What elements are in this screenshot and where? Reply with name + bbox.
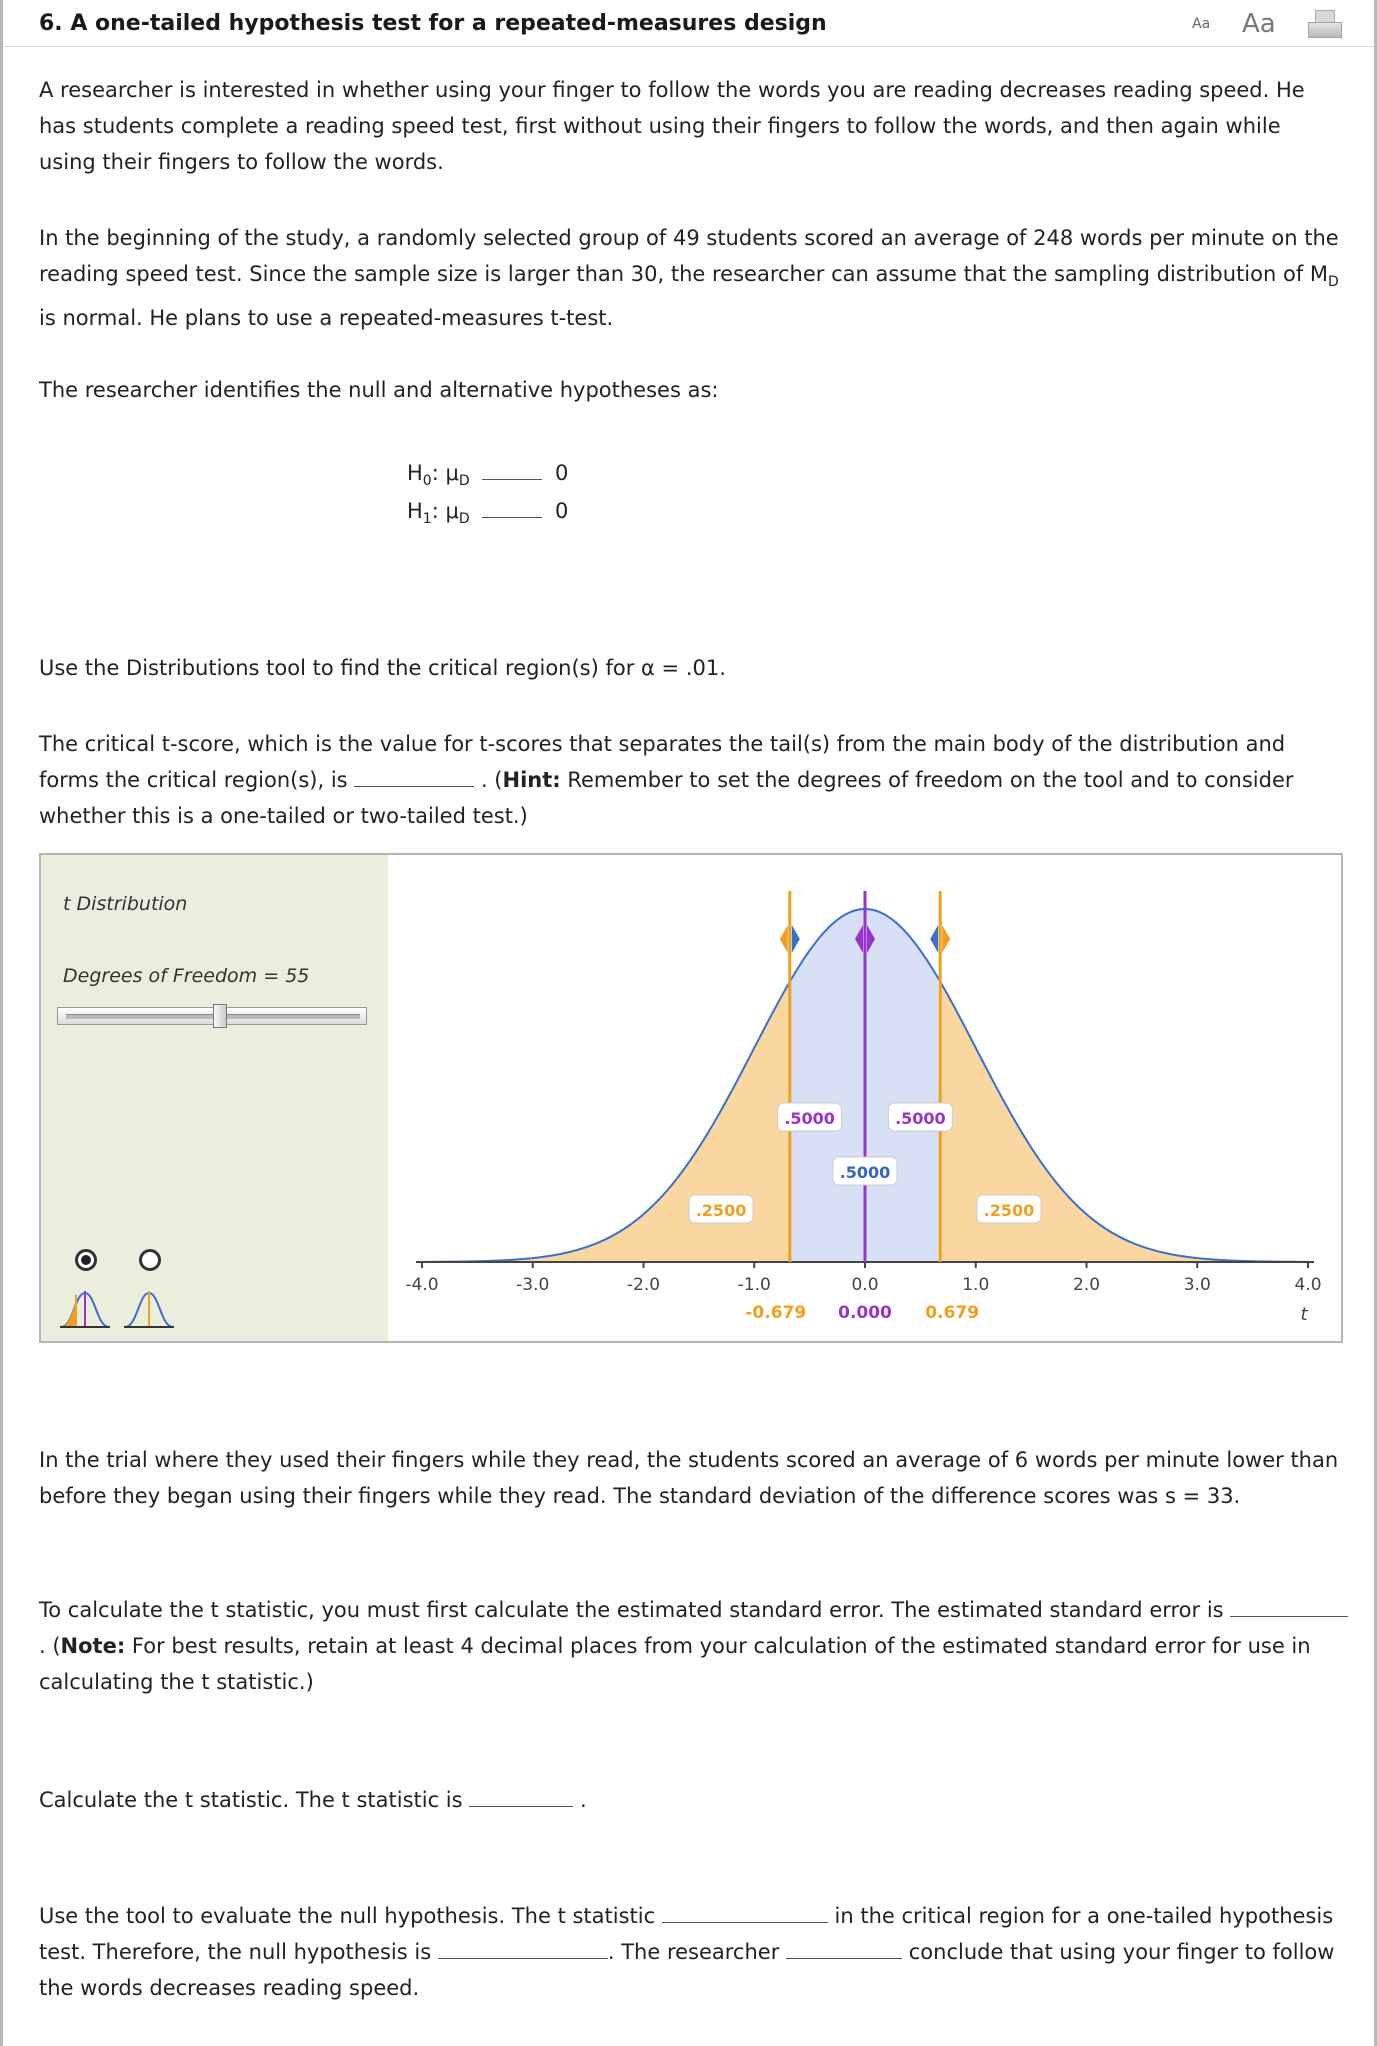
df-value: 55 (285, 965, 310, 987)
x-axis-label: t (1300, 1304, 1308, 1325)
x-tick-label: -4.0 (405, 1275, 439, 1295)
degrees-of-freedom-slider[interactable] (57, 1007, 367, 1025)
font-size-small-button[interactable]: Aa (1192, 16, 1211, 32)
marker-handle-right[interactable] (942, 925, 950, 953)
tool-control-panel (41, 855, 388, 1341)
standard-error-paragraph: To calculate the t statistic, you must first calculate the estimated standard error. The estimated standard error is . (Note: For best results, retain at least 4 decimal places from your calculation of the estimated standard error for use in calculating the t statistic.) (39, 1592, 1349, 1700)
font-size-large-button[interactable]: Aa (1242, 9, 1276, 39)
t-statistic-input[interactable] (469, 1782, 573, 1807)
h1-mu-subscript: D (458, 511, 470, 528)
conclusion-dropdown[interactable] (786, 1934, 902, 1959)
h1-label: H (407, 499, 423, 523)
h0-mu-subscript: D (458, 473, 470, 490)
eval-text-4: conclude that using your finger to follow the words decreases reading speed. (39, 1940, 1335, 2000)
eval-text-2: in the critical region for a one-tailed hypothesis test. Therefore, the null hypothesis is (39, 1904, 1334, 1964)
intro-paragraph: A researcher is interested in whether using your finger to follow the words you are reading decreases reading speed. He has students complete a reading speed test, first without using their fingers to follow the words, and then again while using their fingers to follow the words. (39, 78, 1305, 174)
distributions-tool (39, 853, 1343, 1343)
standard-error-input[interactable] (1230, 1592, 1348, 1617)
critical-t-input[interactable] (354, 762, 474, 787)
critical-paragraph: The critical t-score, which is the value for t-scores that separates the tail(s) from the main body of the distribution and forms the critical region(s), is . (Hint: Remember to set the degrees of freedom on the tool and to consider whether this is a one-tailed or two-tailed test.) (39, 732, 1294, 828)
x-tick-label: -2.0 (626, 1275, 661, 1295)
area-label-value: .5000 (839, 1163, 891, 1182)
h1-mu: μ (445, 499, 459, 523)
eval-text-1: Use the tool to evaluate the null hypothesis. The t statistic (39, 1904, 656, 1928)
print-icon[interactable] (1306, 8, 1342, 40)
null-hypothesis: $H_0$: $\mu_D$ 0 (407, 461, 569, 490)
two-tailed-icon[interactable] (123, 1289, 175, 1331)
area-label-value: .2500 (695, 1201, 747, 1220)
marker-handle-right[interactable] (792, 925, 800, 953)
area-label-value: .5000 (895, 1109, 946, 1128)
critical-text: The critical t-score, which is the value for t-scores that separates the tail(s) from the main body of the distribution and forms the critical region(s), is (39, 732, 1286, 792)
eval-text-3: . The researcher (607, 1940, 780, 1964)
area-label-value: .2500 (983, 1201, 1035, 1220)
t-stat-text: Calculate the t statistic. The t statistic is (39, 1788, 463, 1812)
area-label-value: .5000 (784, 1109, 835, 1128)
frame-left (0, 0, 3, 2046)
hint-label: Hint: (502, 768, 561, 792)
trial-paragraph: In the trial where they used their fingers while they read, the students scored an average of 6 words per minute lower than before they began using their fingers while they read. The standard deviation of the difference scores was s = 33. (39, 1448, 1339, 1508)
critical-region-dropdown[interactable] (662, 1898, 828, 1923)
x-tick-label: 2.0 (1072, 1275, 1101, 1295)
two-tailed-radio[interactable] (139, 1249, 161, 1271)
h0-operator-dropdown[interactable] (482, 459, 542, 480)
one-tailed-icon[interactable] (59, 1289, 111, 1331)
marker-value-label: -0.679 (745, 1303, 807, 1323)
hint-text: Remember to set the degrees of freedom on the tool and to consider whether this is a one-tailed or two-tailed test.) (39, 768, 1294, 828)
marker-handle-left[interactable] (930, 925, 938, 953)
se-text: To calculate the t statistic, you must first calculate the estimated standard error. The estimated standard error is (39, 1598, 1224, 1622)
header-divider (3, 46, 1374, 47)
h1-operator-dropdown[interactable] (482, 497, 542, 518)
h0-subscript: 0 (422, 473, 432, 490)
h1-value: 0 (555, 499, 569, 523)
sample-subscript: D (1328, 274, 1339, 291)
note-text: For best results, retain at least 4 decimal places from your calculation of the estimated standard error for use in calculating the t statistic.) (39, 1634, 1311, 1694)
null-decision-dropdown[interactable] (438, 1934, 608, 1959)
print-body-shape (1308, 22, 1342, 38)
hypotheses-intro: The researcher identifies the null and alternative hypotheses as: (39, 378, 719, 402)
marker-value-label: 0.000 (838, 1303, 892, 1323)
h0-mu: μ (445, 461, 459, 485)
h1-subscript: 1 (422, 511, 432, 528)
sample-paragraph (39, 220, 1339, 336)
t-distribution-chart[interactable] (388, 855, 1341, 1341)
t-statistic-paragraph: Calculate the t statistic. The t statistic is . (39, 1782, 1339, 1818)
alternative-hypothesis: $H_1$: $\mu_D$ 0 (407, 499, 569, 528)
x-tick-label: 1.0 (962, 1275, 990, 1295)
marker-handle-left[interactable] (780, 925, 788, 953)
sample-text-end: is normal. He plans to use a repeated-measures t-test. (39, 306, 614, 331)
question-title: 6. A one-tailed hypothesis test for a repeated-measures design (39, 11, 827, 36)
marker-value-label: 0.679 (925, 1303, 980, 1323)
x-tick-label: 3.0 (1183, 1275, 1211, 1295)
slider-thumb[interactable] (213, 1004, 227, 1028)
x-tick-label: -1.0 (737, 1275, 771, 1295)
note-label: Note: (60, 1634, 126, 1658)
tool-intro: Use the Distributions tool to find the critical region(s) for α = .01. (39, 656, 726, 680)
sample-text: In the beginning of the study, a randomly selected group of 49 students scored an average of 248 words per minute on the reading speed test. Since the sample size is larger than 30, the researcher can assume that the sampling distribution of M (39, 226, 1339, 286)
evaluate-paragraph (39, 1898, 1339, 2006)
x-tick-label: 0.0 (851, 1275, 879, 1295)
h0-value: 0 (555, 461, 569, 485)
h0-label: H (407, 461, 423, 485)
degrees-of-freedom-label (63, 963, 309, 989)
x-tick-label: 4.0 (1294, 1275, 1322, 1295)
distribution-title: t Distribution (63, 893, 188, 915)
x-tick-label: -3.0 (516, 1275, 550, 1295)
df-label-text: Degrees of Freedom = (63, 965, 286, 987)
one-tailed-radio[interactable] (75, 1249, 97, 1271)
